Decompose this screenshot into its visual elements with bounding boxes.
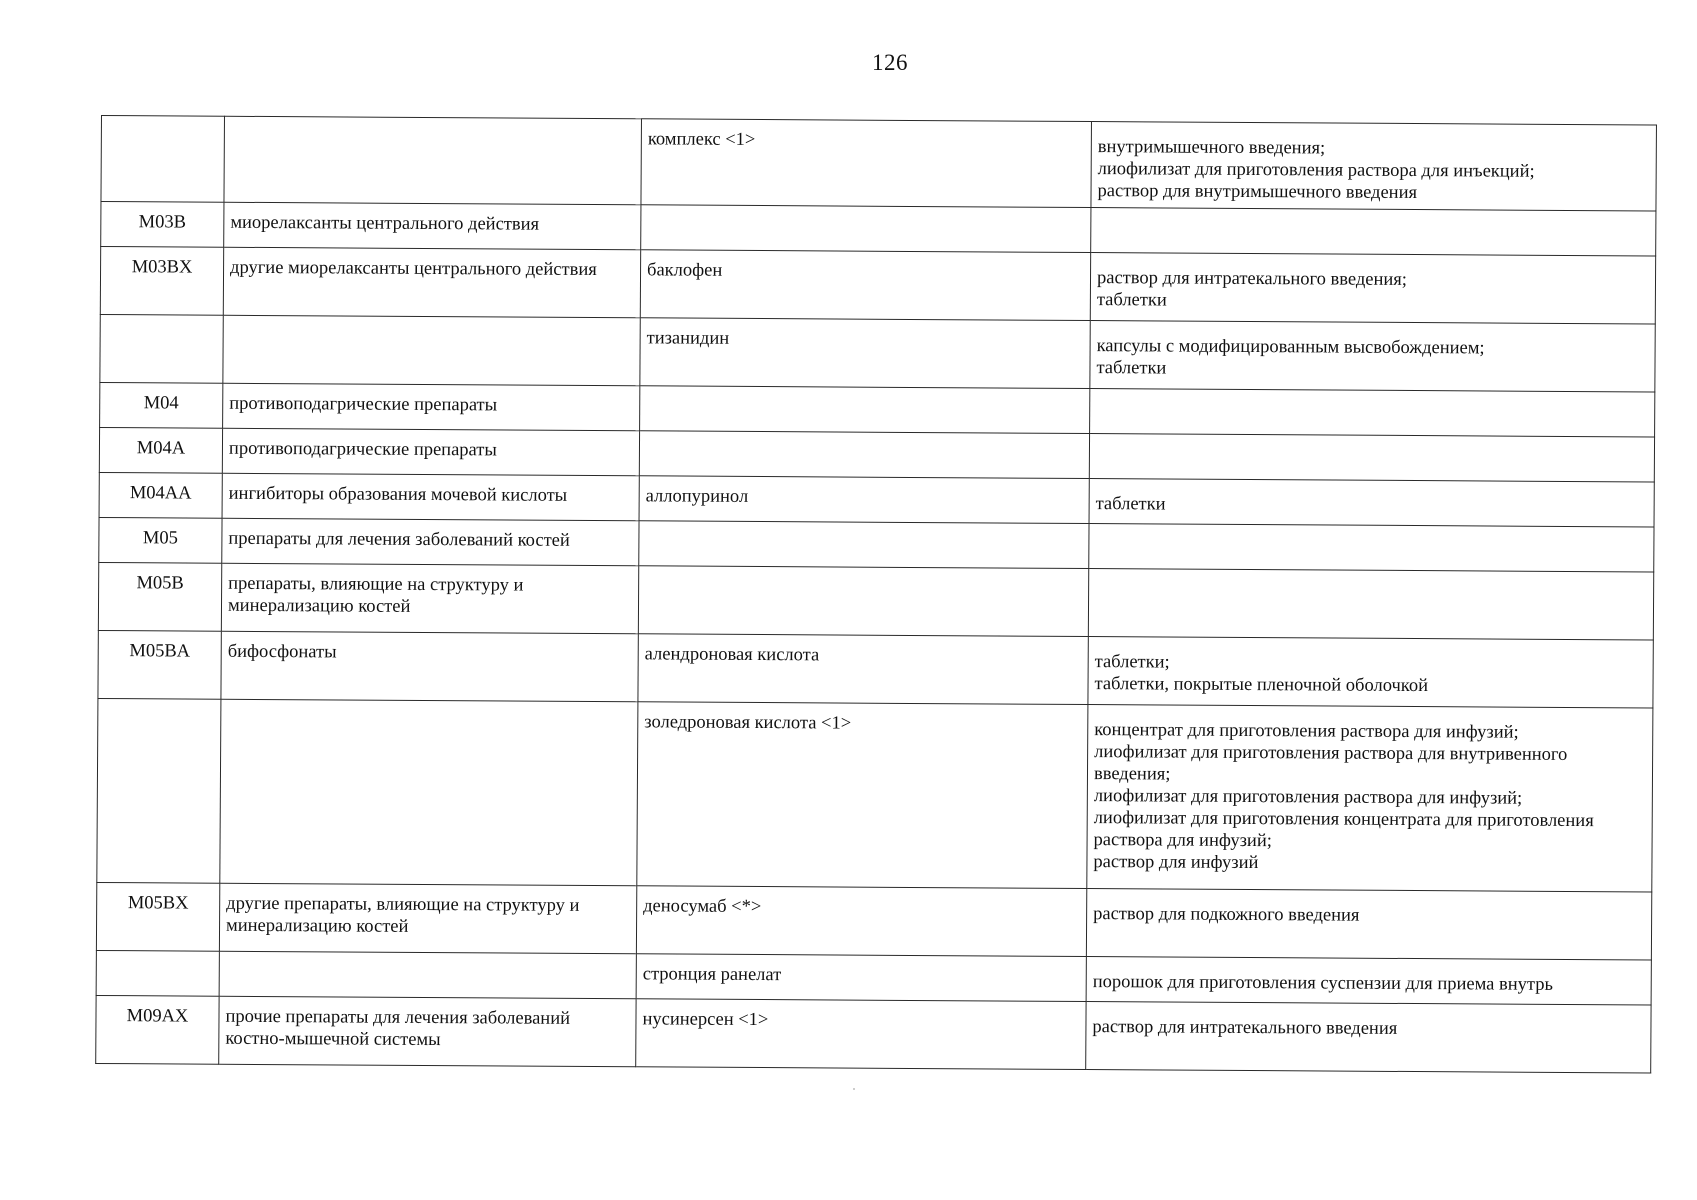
drug-name-cell — [636, 954, 1086, 1002]
dosage-forms-cell — [1091, 122, 1657, 211]
drug-name-text: деносумаб <*> — [643, 896, 762, 918]
drug-name-text: аллопуринол — [645, 486, 749, 507]
group-name-text: прочие препараты для лечения заболеваний костно-мышечной системы — [225, 1006, 571, 1051]
drug-name-cell — [640, 318, 1090, 389]
drug-name-cell — [641, 119, 1092, 208]
scan-speck — [853, 1088, 855, 1090]
group-name-cell — [223, 247, 640, 318]
atc-code-text: M04 — [143, 393, 179, 414]
group-name-text: противоподагрические препараты — [229, 393, 498, 416]
drug-name-cell — [636, 999, 1086, 1070]
drug-name-cell — [638, 634, 1088, 705]
drug-name-cell — [639, 521, 1089, 569]
group-name-text — [227, 709, 631, 711]
drug-name-text — [647, 214, 1084, 217]
drug-name-text — [645, 530, 1082, 533]
table-row — [101, 116, 1656, 211]
atc-code-text: M05B — [136, 573, 184, 594]
dosage-forms-cell — [1086, 1002, 1651, 1073]
atc-code-text: M09AX — [126, 1006, 189, 1027]
drug-name-cell — [640, 250, 1090, 321]
atc-code-cell — [100, 314, 223, 383]
atc-code-cell — [96, 882, 219, 951]
atc-code-text: M03B — [138, 212, 187, 233]
dosage-forms-cell — [1089, 524, 1654, 572]
drug-name-text — [645, 575, 1082, 578]
atc-code-cell — [97, 698, 221, 883]
dosage-forms-cell — [1090, 321, 1655, 392]
atc-code-cell — [100, 247, 223, 316]
drug-name-text — [646, 440, 1083, 443]
group-name-cell — [221, 563, 638, 634]
group-name-cell — [222, 518, 639, 566]
dosage-forms-cell — [1089, 479, 1654, 527]
drug-name-text: стронция ранелат — [642, 964, 782, 986]
drug-name-text: тизанидин — [646, 328, 730, 349]
dosage-forms-text: раствор для интратекального введения; таблетки — [1096, 268, 1408, 311]
dosage-forms-text — [1095, 578, 1647, 586]
group-name-text — [226, 961, 630, 963]
atc-code-cell — [100, 382, 223, 428]
drug-name-text: баклофен — [647, 260, 723, 281]
dosage-forms-cell — [1089, 434, 1654, 482]
group-name-text — [231, 126, 635, 128]
dosage-forms-text: раствор для подкожного введения — [1093, 904, 1360, 926]
dosage-forms-text — [1096, 398, 1648, 406]
dosage-forms-cell — [1087, 705, 1653, 892]
dosage-forms-text — [1097, 217, 1649, 225]
dosage-forms-cell — [1091, 208, 1656, 256]
atc-code-text: M03BX — [131, 257, 193, 278]
dosage-forms-cell — [1090, 389, 1655, 437]
atc-code-cell — [96, 950, 219, 996]
dosage-forms-text: таблетки; таблетки, покрытые пленочной оболочкой — [1094, 652, 1429, 697]
table-row — [100, 314, 1655, 391]
atc-code-text: M05 — [142, 528, 178, 549]
atc-code-text — [100, 708, 218, 709]
dosage-forms-cell — [1086, 889, 1651, 960]
dosage-forms-text — [1096, 443, 1648, 451]
drug-name-cell — [641, 205, 1091, 253]
drug-name-text — [646, 395, 1083, 398]
group-name-cell — [223, 315, 640, 386]
atc-code-text — [104, 125, 222, 126]
dosage-forms-text: раствор для интратекального введения — [1092, 1017, 1398, 1039]
atc-code-cell — [96, 995, 219, 1064]
dosage-forms-cell — [1086, 957, 1651, 1005]
drug-name-cell — [640, 386, 1090, 434]
table-row — [96, 882, 1651, 959]
group-name-text: бифосфонаты — [227, 641, 337, 663]
dosage-forms-cell — [1088, 637, 1653, 708]
group-name-text: противоподагрические препараты — [228, 438, 497, 461]
atc-code-cell — [98, 562, 221, 631]
group-name-cell — [220, 699, 638, 886]
atc-code-text: M04A — [136, 438, 186, 459]
atc-code-cell — [101, 202, 224, 248]
table-row — [96, 995, 1651, 1072]
atc-code-text: M05BX — [127, 893, 189, 914]
table-row — [98, 630, 1653, 707]
atc-code-cell — [98, 630, 221, 699]
drug-name-text: комплекс <1> — [647, 129, 756, 150]
table-row — [97, 698, 1653, 891]
atc-code-text: M05BA — [129, 641, 191, 662]
dosage-forms-text: порошок для приготовления суспензии для приема внутрь — [1092, 972, 1553, 995]
atc-code-cell — [99, 427, 222, 473]
atc-code-cell — [101, 116, 225, 203]
drug-name-text: золедроновая кислота <1> — [644, 712, 852, 734]
table-body — [96, 116, 1657, 1073]
dosage-forms-text: концентрат для приготовления раствора для инфузий; лиофилизат для приготовления раствора для внутривенного введения; лиофилизат для приготовления раствора для инфузий; лиофилизат для приготовления концентрата для приготовления раствора для инфузий; раствор для инфузий — [1093, 720, 1594, 874]
drug-name-text: нусинерсен <1> — [642, 1009, 769, 1031]
group-name-text: другие миорелаксанты центрального действия — [230, 257, 597, 281]
group-name-text — [230, 325, 634, 327]
drug-name-cell — [639, 476, 1089, 524]
group-name-cell — [224, 116, 642, 205]
group-name-text: миорелаксанты центрального действия — [230, 212, 540, 235]
drug-name-cell — [636, 886, 1086, 957]
group-name-cell — [221, 631, 638, 702]
dosage-forms-text: таблетки — [1095, 494, 1166, 515]
group-name-text: ингибиторы образования мочевой кислоты — [228, 483, 568, 506]
drug-classification-table — [95, 115, 1657, 1073]
atc-code-cell — [99, 472, 222, 518]
table-row — [98, 562, 1653, 639]
page-number: 126 — [872, 50, 908, 75]
atc-code-cell — [99, 517, 222, 563]
drug-name-text: алендроновая кислота — [644, 644, 820, 666]
group-name-cell — [224, 202, 641, 250]
dosage-forms-cell — [1090, 253, 1655, 324]
drug-name-cell — [638, 566, 1088, 637]
group-name-cell — [223, 383, 640, 431]
group-name-text: препараты для лечения заболеваний костей — [228, 528, 570, 551]
atc-code-text — [99, 960, 217, 961]
group-name-cell — [219, 996, 636, 1067]
drug-name-cell — [637, 702, 1088, 889]
group-name-text: препараты, влияющие на структуру и минерализацию костей — [227, 573, 524, 617]
dosage-forms-text: капсулы с модифицированным высвобождением; таблетки — [1096, 336, 1485, 379]
group-name-cell — [222, 473, 639, 521]
atc-code-text — [103, 324, 221, 325]
group-name-text: другие препараты, влияющие на структуру и минерализацию костей — [225, 893, 580, 937]
dosage-forms-cell — [1088, 569, 1653, 640]
group-name-cell — [219, 951, 636, 999]
atc-code-text: M04AA — [129, 483, 192, 504]
group-name-cell — [222, 428, 639, 476]
dosage-forms-text — [1095, 533, 1647, 541]
drug-name-cell — [639, 431, 1089, 479]
table-row — [100, 247, 1655, 324]
dosage-forms-text: внутримышечного введения; лиофилизат для приготовления раствора для инъекций; раствор для внутримышечного введения — [1097, 137, 1535, 204]
group-name-cell — [219, 883, 636, 954]
